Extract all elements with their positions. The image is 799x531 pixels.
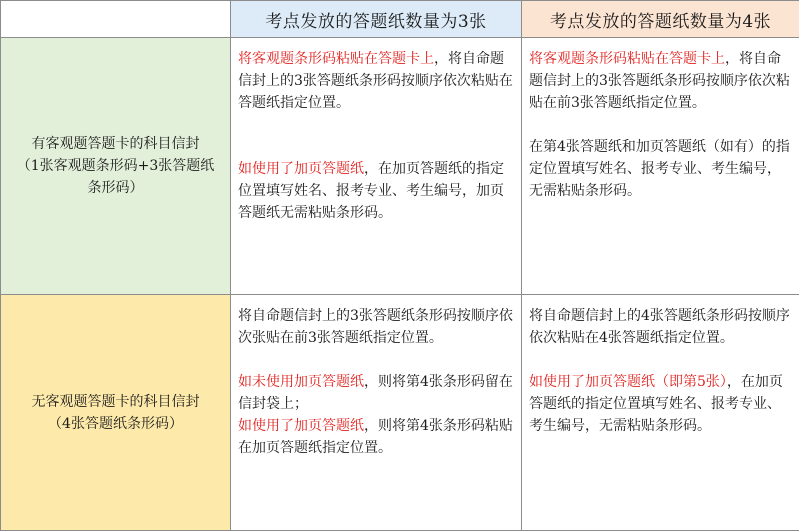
paragraph-gap	[238, 114, 513, 136]
header-3-sheets: 考点发放的答题纸数量为3张	[231, 7, 521, 32]
instruction-text: ，将自命题信封上的3张答题纸条形码按顺序依次粘贴在答题纸指定位置。	[238, 51, 513, 111]
instruction-paragraph	[529, 48, 791, 114]
row-label-subtitle: （1张客观题条形码+3张答题纸条形码）	[17, 158, 215, 196]
row-without-objective-card	[1, 295, 799, 531]
header-corner-cell	[1, 1, 231, 38]
paragraph-gap	[529, 114, 791, 136]
row-label-title: 无客观题答题卡的科目信封	[32, 394, 200, 410]
row-label-cell	[1, 295, 231, 531]
row-label	[1, 133, 230, 199]
paragraph-gap	[529, 349, 791, 371]
instruction-paragraph	[238, 48, 513, 114]
emphasis-text: 如未使用加页答题纸	[238, 374, 364, 390]
instruction-cell-3-sheets	[231, 295, 522, 531]
instruction-text: ，将自命题信封上的3张答题纸条形码按顺序依次粘贴在前3张答题纸指定位置。	[529, 51, 790, 111]
instruction-paragraph	[238, 371, 513, 415]
instruction-cell-4-sheets	[522, 295, 799, 531]
row-label-title: 有客观题答题卡的科目信封	[32, 136, 200, 152]
emphasis-text: 将客观题条形码粘贴在答题卡上	[529, 51, 725, 67]
header-3-sheets-cell	[231, 1, 522, 38]
header-4-sheets: 考点发放的答题纸数量为4张	[522, 7, 799, 32]
paragraph-gap	[238, 136, 513, 158]
instruction-text: ，在加页答题纸的指定位置填写姓名、报考专业、考生编号，加页答题纸无需粘贴条形码。	[238, 161, 504, 221]
header-4-sheets-cell	[522, 1, 799, 38]
instruction-paragraph	[238, 415, 513, 459]
instruction-paragraph	[529, 371, 791, 437]
instruction-text: ，则将第4张条形码留在信封袋上；	[238, 374, 513, 412]
instruction-paragraph: 将自命题信封上的3张答题纸条形码按顺序依次张贴在前3张答题纸指定位置。	[238, 305, 513, 349]
header-row	[1, 1, 799, 38]
instruction-paragraph: 在第4张答题纸和加页答题纸（如有）的指定位置填写姓名、报考专业、考生编号，无需粘贴条形码。	[529, 136, 791, 202]
row-label	[1, 391, 230, 435]
emphasis-text: 如使用了加页答题纸	[238, 161, 364, 177]
row-label-subtitle: （4张答题纸条形码）	[48, 416, 183, 432]
instruction-cell-3-sheets	[231, 38, 522, 295]
emphasis-text: 将客观题条形码粘贴在答题卡上	[238, 51, 434, 67]
paragraph-gap	[238, 349, 513, 371]
emphasis-text: 如使用了加页答题纸（即第5张）	[529, 374, 727, 390]
instruction-text: ，则将第4张条形码粘贴在加页答题纸指定位置。	[238, 418, 513, 456]
instruction-paragraph	[238, 158, 513, 224]
instruction-text: ，在加页答题纸的指定位置填写姓名、报考专业、考生编号，无需粘贴条形码。	[529, 374, 783, 434]
row-label-cell	[1, 38, 231, 295]
row-with-objective-card	[1, 38, 799, 295]
instruction-cell-4-sheets	[522, 38, 799, 295]
instruction-paragraph: 将自命题信封上的4张答题纸条形码按顺序依次粘贴在4张答题纸指定位置。	[529, 305, 791, 349]
emphasis-text: 如使用了加页答题纸	[238, 418, 364, 434]
